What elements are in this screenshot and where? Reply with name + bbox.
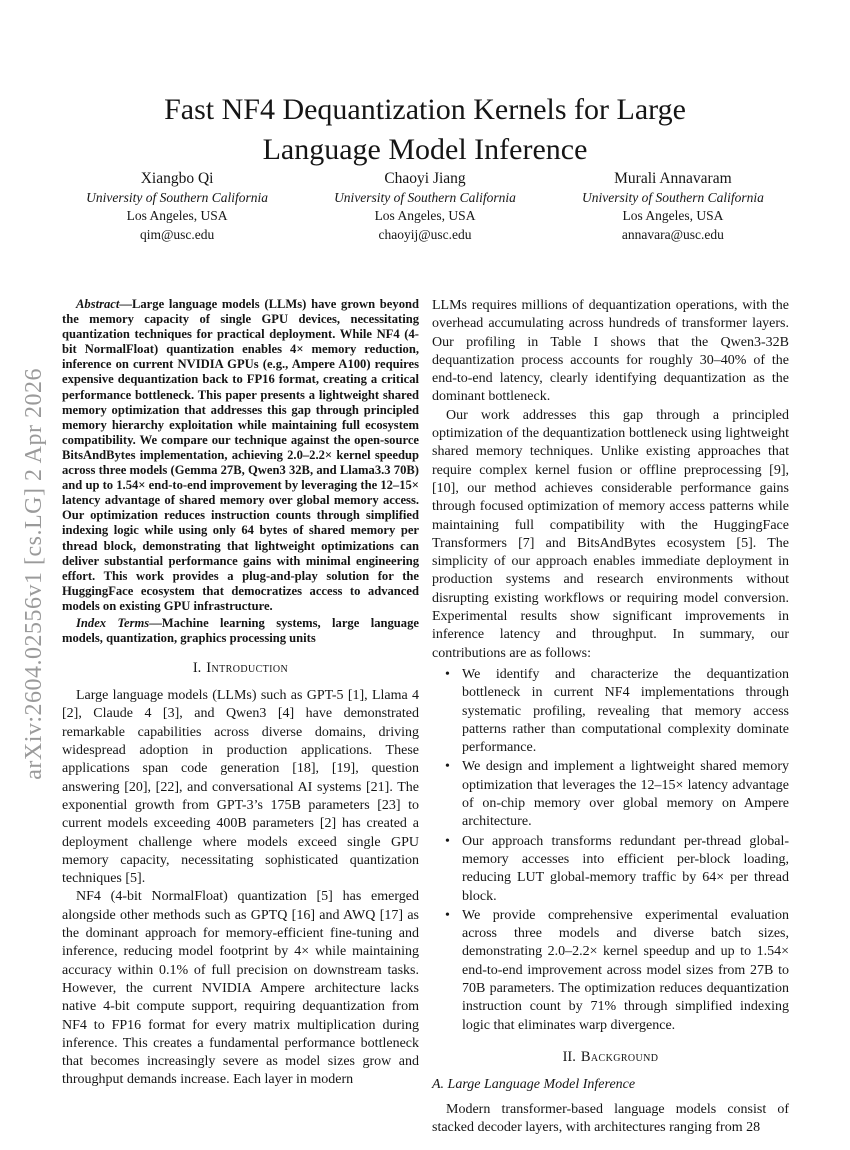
- section-number: II.: [562, 1048, 576, 1065]
- author-block: [303, 170, 547, 244]
- author-affiliation: University of Southern California: [581, 189, 764, 205]
- paper-title-line1: Fast NF4 Dequantization Kernels for Large: [164, 93, 686, 127]
- author-row: [55, 170, 795, 244]
- author-name: Murali Annavaram: [614, 170, 732, 187]
- contribution-item: • We provide comprehensive experimental evaluation across three models and diverse batch sizes, demonstrating 2.0–2.2× kernel speedup and up to 1.54× end-to-end improvement across model sizes from 27B to 70B parameters. The optimization reduces dequantization instruction count by 71% through simplified indexing logic that eliminates warp divergence.: [462, 907, 789, 1035]
- author-location: Los Angeles, USA: [374, 208, 476, 223]
- intro-paragraph-2: NF4 (4-bit NormalFloat) quantization [5] has emerged alongside other methods such as GPTQ [16] and AWQ [17] as the dominant approach for memory-efficient fine-tuning and inference, reducing model footprint by 4× while maintaining accuracy within 0.1% of full precision on downstream tasks. However, the current NVIDIA Ampere architecture lacks native 4-bit compute support, requiring dequantization from NF4 to FP16 format for every matrix multiplication during inference. This creates a fundamental performance bottleneck that becomes increasingly severe as model sizes grow and throughput demands increase. Each layer in modern: [62, 889, 419, 1088]
- author-email: qim@usc.edu: [139, 226, 215, 242]
- contribution-list: [432, 666, 789, 1035]
- intro-paragraph-1: Large language models (LLMs) such as GPT-5 [1], Llama 4 [2], Claude 4 [3], and Qwen3 [4] have demonstrated remarkable capabilities across diverse domains, driving widespread adoption in production applications. These applications span code generation [18], [19], question answering [20], [22], and conversational AI systems [21]. The exponential growth from GPT-3’s 175B parameters [23] to current models exceeding 400B parameters [2] has created a deployment challenge where models exceed single GPU memory capacity, necessitating sophisticated quantization techniques [5].: [62, 688, 419, 887]
- author-email: annavara@usc.edu: [621, 226, 724, 242]
- abstract-label: Abstract: [76, 297, 120, 311]
- right-column: [432, 297, 789, 1137]
- abstract-text: —Large language models (LLMs) have grown beyond the memory capacity of single GPU devices, necessitating quantization techniques for practical deployment. While NF4 (4-bit NormalFloat) quantization enables 4× memory reduction, inference on current NVIDIA GPUs (e.g., Ampere A100) requires expensive dequantization back to FP16 format, creating a critical performance bottleneck. This paper presents a lightweight shared memory optimization that addresses this gap through principled memory hierarchy exploitation while maintaining full ecosystem compatibility. We compare our technique against the open-source BitsAndBytes implementation, achieving 2.0–2.2× kernel speedup across three models (Gemma 27B, Qwen3 32B, and Llama3.3 70B) and up to 1.54× end-to-end improvement by leveraging the 12–15× latency advantage of shared memory over global memory access. Our optimization reduces instruction counts through simplified indexing logic while using only 64 bytes of shared memory per thread block, demonstrating that lightweight optimizations can deliver substantial performance gains with minimal engineering effort. This work provides a plug-and-play solution for the HuggingFace ecosystem that democratizes access to advanced models on existing GPU infrastructure.: [62, 297, 419, 613]
- author-block: [55, 170, 299, 244]
- author-name: Xiangbo Qi: [140, 170, 214, 187]
- section-title: Introduction: [206, 660, 289, 677]
- author-block: [551, 170, 795, 244]
- index-terms-label: Index Terms: [76, 615, 150, 630]
- arxiv-watermark: [10, 300, 58, 848]
- author-affiliation: University of Southern California: [86, 189, 269, 205]
- section-heading-background: [432, 1049, 789, 1066]
- paper-title: [0, 90, 850, 170]
- abstract-paragraph: [62, 297, 419, 614]
- intro-paragraph-2-continued: LLMs requires millions of dequantization operations, with the overhead accumulating across hundreds of transformer layers. Our profiling in Table I shows that the Qwen3-32B dequantization process accounts for roughly 30–40% of the end-to-end latency, clearly identifying dequantization as the dominant bottleneck.: [432, 298, 789, 405]
- author-location: Los Angeles, USA: [126, 208, 228, 223]
- section-heading-introduction: [62, 660, 419, 677]
- intro-paragraph-3: Our work addresses this gap through a principled optimization of the dequantization bottleneck using lightweight shared memory techniques. Unlike existing approaches that require complex kernel fusion or offline preprocessing [9], [10], our method achieves considerable performance gains through focused optimization of memory access patterns while maintaining full compatibility with the HuggingFace Transformers [7] and BitsAndBytes ecosystem [5]. The simplicity of our approach enables immediate deployment in production systems and research environments without disrupting existing workflows or requiring model conversion. Experimental results show significant improvements in inference latency and throughput. In summary, our contributions are as follows:: [432, 407, 789, 661]
- author-affiliation: University of Southern California: [334, 189, 516, 205]
- index-terms-text: —Machine learning systems, large language models, quantization, graphics processing units: [62, 615, 419, 646]
- contribution-item: • We design and implement a lightweight shared memory optimization that leverages the 12–15× latency advantage of on-chip memory over global memory on Ampere architecture.: [462, 758, 789, 831]
- index-terms-paragraph: [62, 616, 419, 646]
- subsection-heading-llm-inference: A. Large Language Model Inference: [432, 1076, 636, 1092]
- section-number: I.: [192, 660, 202, 677]
- arxiv-watermark-text: arXiv:2604.02556v1 [cs.LG] 2 Apr 2026: [20, 368, 47, 780]
- section-title: Background: [580, 1048, 659, 1065]
- author-email: chaoyij@usc.edu: [378, 226, 472, 242]
- author-location: Los Angeles, USA: [622, 208, 724, 223]
- paper-title-line2: Language Model Inference: [262, 133, 588, 167]
- contribution-item: • Our approach transforms redundant per-thread global-memory accesses into efficient per-block loading, reducing LUT global-memory traffic by 64× per thread block.: [462, 833, 789, 906]
- left-column: [62, 297, 419, 1090]
- background-paragraph-1: Modern transformer-based language models consist of stacked decoder layers, with architectures ranging from 28: [432, 1101, 789, 1136]
- contribution-item: • We identify and characterize the dequantization bottleneck in current NF4 implementations through systematic profiling, revealing that memory access patterns rather than computational complexity dominate performance.: [462, 666, 789, 757]
- author-name: Chaoyi Jiang: [384, 170, 466, 187]
